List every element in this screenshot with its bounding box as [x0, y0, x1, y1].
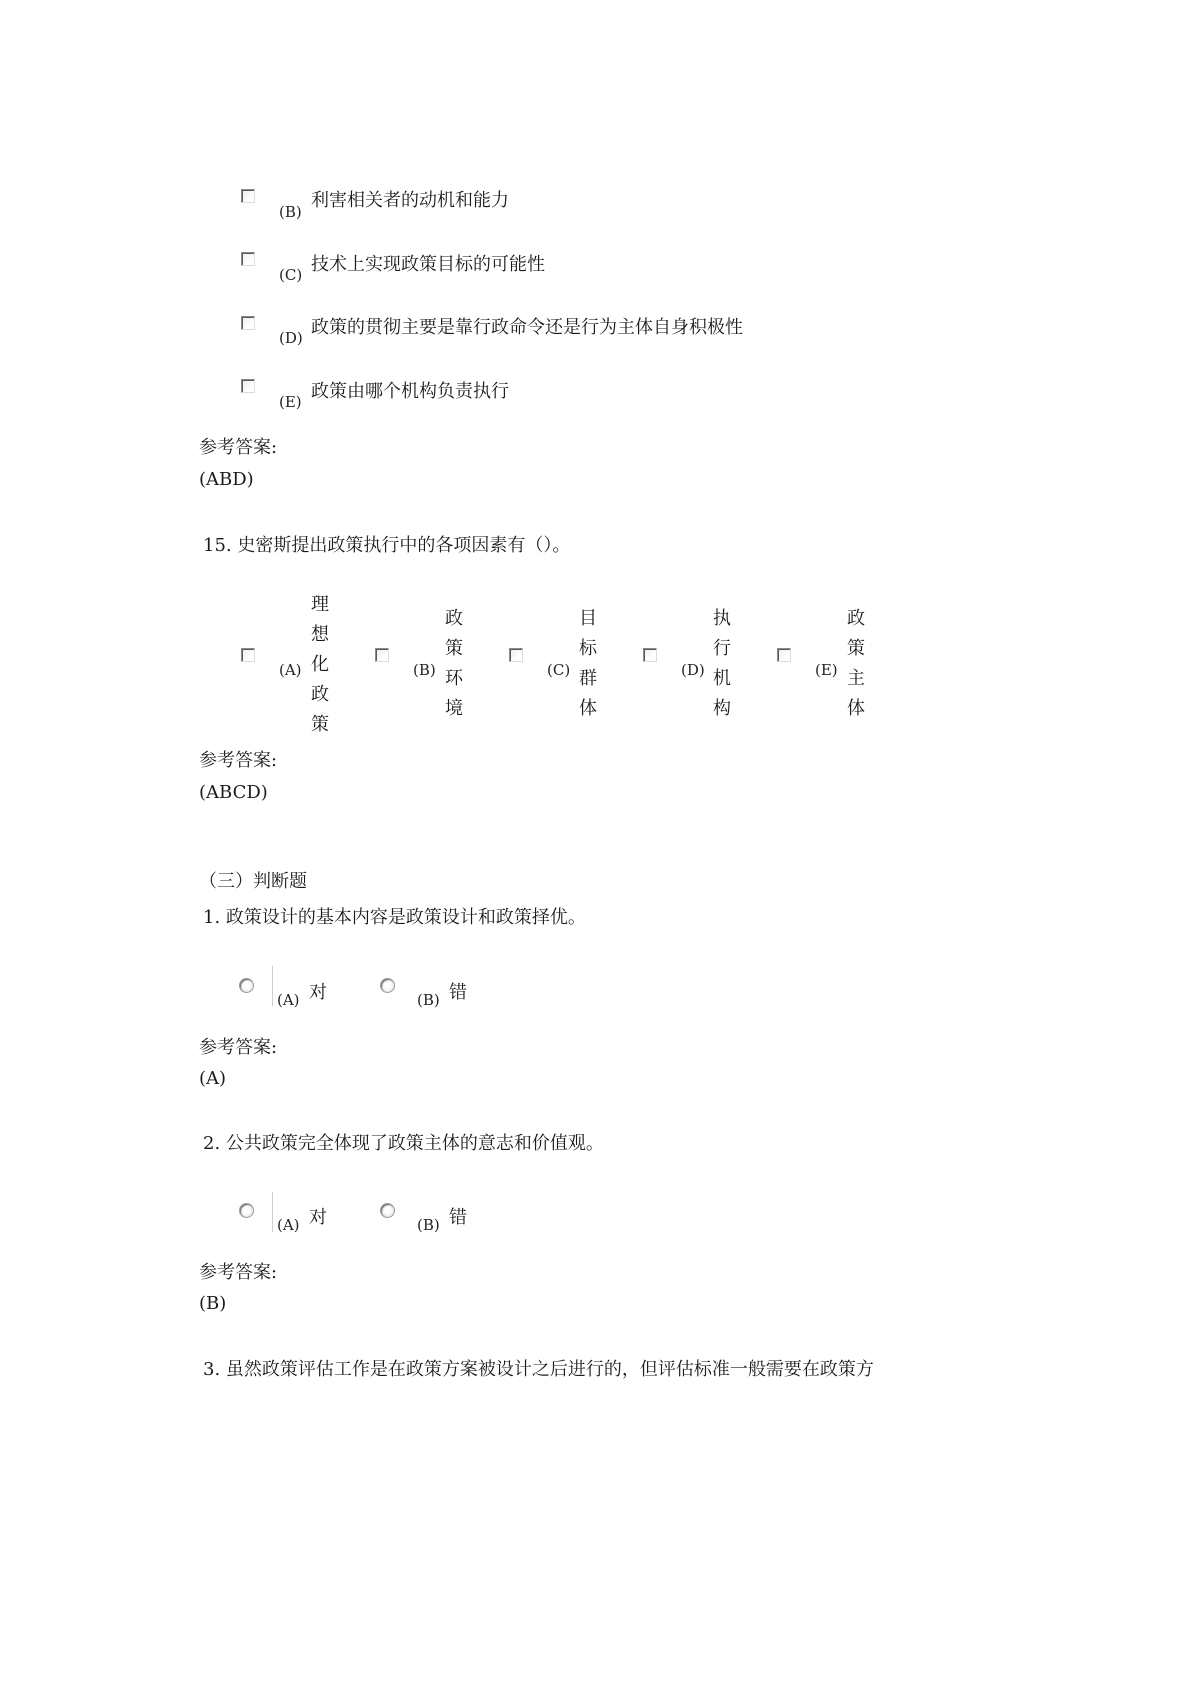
option-letter: (A): [279, 661, 302, 679]
option-letter: (B): [417, 1216, 440, 1234]
option-letter: (E): [279, 393, 302, 411]
option-text-vertical: 执 行 机 构: [713, 608, 731, 719]
answer-value: (ABD): [199, 469, 254, 490]
radio-button[interactable]: [380, 1203, 395, 1218]
checkbox[interactable]: [777, 648, 791, 662]
option-text-vertical: 政 策 主 体: [847, 608, 865, 719]
option-text: 技术上实现政策目标的可能性: [311, 254, 545, 275]
option-text: 利害相关者的动机和能力: [311, 190, 509, 211]
answer-value: (B): [199, 1293, 227, 1314]
section-title: （三）判断题: [199, 871, 307, 892]
answer-label: 参考答案:: [199, 750, 278, 771]
answer-label: 参考答案:: [199, 437, 278, 458]
option-text: 对: [309, 982, 327, 1003]
option-text-vertical: 目 标 群 体: [579, 608, 597, 719]
option-text: 错: [449, 982, 467, 1003]
radio-button[interactable]: [239, 1203, 254, 1218]
radio-button[interactable]: [239, 978, 254, 993]
checkbox[interactable]: [643, 648, 657, 662]
checkbox[interactable]: [509, 648, 523, 662]
radio-button[interactable]: [380, 978, 395, 993]
option-text-vertical: 理 想 化 政 策: [311, 594, 329, 735]
option-letter: (E): [815, 661, 838, 679]
checkbox[interactable]: [241, 189, 255, 203]
option-text: 对: [309, 1207, 327, 1228]
divider: [272, 966, 273, 1006]
option-letter: (A): [277, 1216, 300, 1234]
option-letter: (B): [413, 661, 436, 679]
option-letter: (A): [277, 991, 300, 1009]
option-letter: (C): [547, 661, 571, 679]
option-letter: (C): [279, 266, 303, 284]
checkbox[interactable]: [241, 379, 255, 393]
answer-value: (ABCD): [199, 782, 268, 803]
option-letter: (B): [417, 991, 440, 1009]
option-text: 错: [449, 1207, 467, 1228]
answer-value: (A): [199, 1068, 227, 1089]
checkbox[interactable]: [241, 252, 255, 266]
judge-question-3: 3. 虽然政策评估工作是在政策方案被设计之后进行的，但评估标准一般需要在政策方: [203, 1359, 874, 1380]
option-text: 政策由哪个机构负责执行: [311, 381, 509, 402]
answer-label: 参考答案:: [199, 1037, 278, 1058]
option-text-vertical: 政 策 环 境: [445, 608, 463, 719]
divider: [272, 1192, 273, 1232]
option-letter: (D): [681, 661, 705, 679]
answer-label: 参考答案:: [199, 1262, 278, 1283]
question-15: 15. 史密斯提出政策执行中的各项因素有（）。: [203, 535, 571, 556]
checkbox[interactable]: [375, 648, 389, 662]
checkbox[interactable]: [241, 316, 255, 330]
checkbox[interactable]: [241, 648, 255, 662]
option-letter: (B): [279, 203, 302, 221]
option-text: 政策的贯彻主要是靠行政命令还是行为主体自身积极性: [311, 317, 743, 338]
judge-question-1: 1. 政策设计的基本内容是政策设计和政策择优。: [203, 907, 586, 928]
judge-question-2: 2. 公共政策完全体现了政策主体的意志和价值观。: [203, 1133, 604, 1154]
option-letter: (D): [279, 329, 303, 347]
